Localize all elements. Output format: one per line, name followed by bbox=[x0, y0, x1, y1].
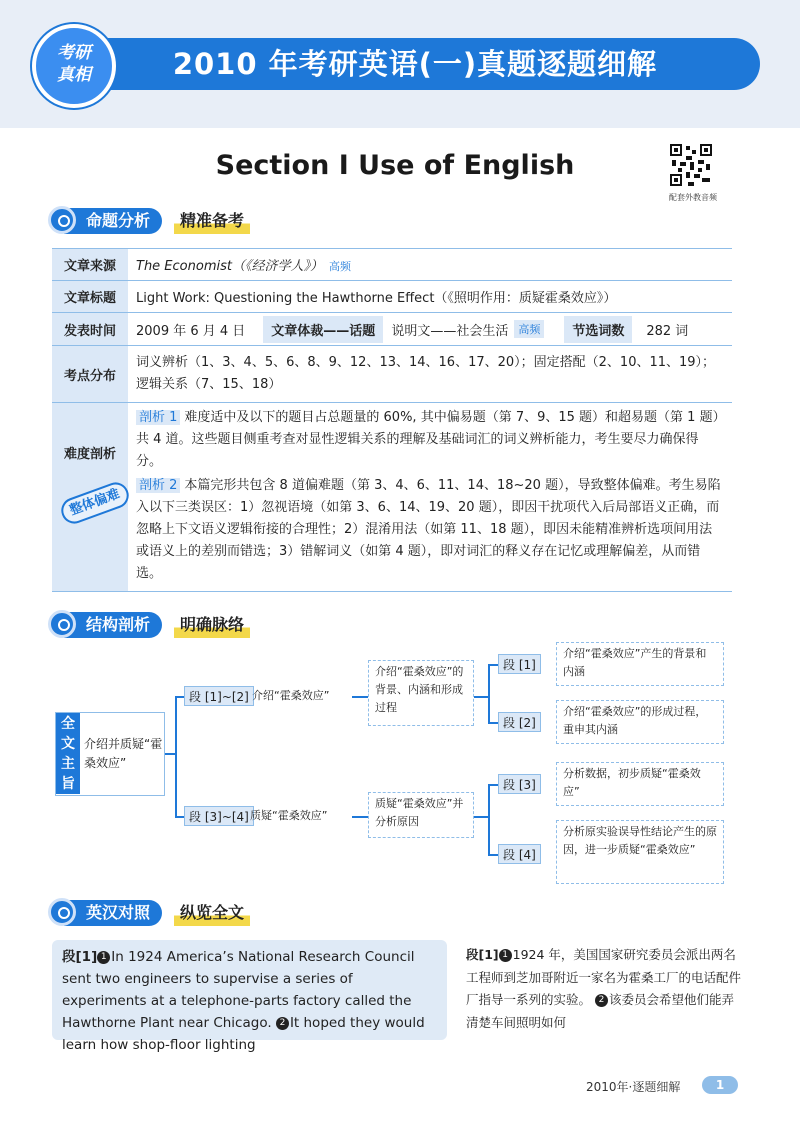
english-sentence-1: In 1924 America’s National Research Council sent two engineers to supervise a series of experiments at a telephone-parts factory called the Hawthorne Plant near Chicago. bbox=[62, 949, 415, 1031]
table-row bbox=[52, 313, 732, 346]
para-3-desc: 分析数据，初步质疑“霍桑效应” bbox=[556, 762, 724, 806]
source-tag: 高频 bbox=[328, 260, 351, 273]
section-sublabel: 明确脉络 bbox=[174, 612, 250, 638]
table-row bbox=[52, 403, 732, 592]
genre-tag: 高频 bbox=[514, 320, 544, 338]
para-3-label: 段 [3] bbox=[498, 774, 541, 794]
source-cell bbox=[128, 249, 732, 281]
section-label: 命题分析 bbox=[64, 208, 162, 234]
part-1-desc: 介绍“霍桑效应”的背景、内涵和形成过程 bbox=[368, 660, 474, 726]
part-1-text: 介绍“霍桑效应” bbox=[252, 689, 330, 702]
difficulty-cell bbox=[128, 403, 732, 592]
connector bbox=[352, 696, 368, 698]
analysis-1 bbox=[136, 407, 724, 473]
para-1-label: 段 [1] bbox=[498, 654, 541, 674]
logo-line-1: 考研 bbox=[57, 43, 91, 63]
logo-text bbox=[36, 42, 112, 86]
points-line-1: 词义辨析（1、3、4、5、6、8、9、12、13、14、16、17、20）；固定搭配（2、10、11、19）； bbox=[136, 355, 716, 370]
para-marker: 段[1] bbox=[466, 947, 499, 962]
qr-code-icon[interactable] bbox=[668, 142, 714, 188]
page-number: 1 bbox=[702, 1076, 738, 1094]
section-heading-analysis bbox=[48, 206, 268, 236]
search-icon bbox=[48, 610, 76, 638]
english-sentence-2: It hoped they would learn how shop-floor lighting bbox=[62, 1015, 425, 1053]
points-line-2: 逻辑关系（7、15、18） bbox=[136, 377, 282, 392]
connector bbox=[175, 696, 177, 816]
section-heading-structure bbox=[48, 610, 268, 640]
difficulty-label: 难度剖析 bbox=[52, 403, 128, 592]
difficulty-stamp: 整体偏难 bbox=[58, 479, 133, 527]
connector bbox=[165, 753, 175, 755]
para-1-desc: 介绍“霍桑效应”产生的背景和内涵 bbox=[556, 642, 724, 686]
qr-caption: 配套外教音频 bbox=[669, 193, 717, 202]
title-label: 文章标题 bbox=[52, 281, 128, 313]
connector bbox=[488, 854, 498, 856]
table-row bbox=[52, 281, 732, 313]
sentence-number: 1 bbox=[97, 951, 110, 964]
connector bbox=[488, 722, 498, 724]
analysis-2 bbox=[136, 475, 724, 585]
date-label: 发表时间 bbox=[52, 313, 128, 346]
connector bbox=[488, 784, 490, 854]
structure-diagram bbox=[0, 640, 800, 890]
analysis-2-text: 本篇完形共包含 8 道偏难题（第 3、4、6、11、14、18~20 题），导致整体偏难。考生易陷入以下三类误区：1）忽视语境（如第 3、6、14、19、20 题），即因干扰项代入后局部语义正确，而忽略上下文语义逻辑衔接的合理性；2）混淆用法（如第 11、18 题），即因未能精准辨析选项间用法或语义上的差别而错选；3）错解词义（如第 4 题），即对词汇的释义存在记忆或理解偏差，从而错选。 bbox=[136, 478, 721, 581]
section-sublabel: 纵览全文 bbox=[174, 900, 250, 926]
sentence-number: 1 bbox=[499, 949, 512, 962]
part-2-text: 质疑“霍桑效应” bbox=[250, 809, 328, 822]
connector bbox=[488, 664, 490, 722]
section-label: 结构剖析 bbox=[64, 612, 162, 638]
chinese-sentence-2: 该委员会希望他们能弄清楚车间照明如何 bbox=[466, 992, 735, 1030]
part-1-label: 段 [1]~[2] bbox=[184, 686, 254, 706]
points-cell bbox=[128, 346, 732, 403]
english-text-box bbox=[52, 940, 447, 1053]
section-title: Section Ⅰ Use of English bbox=[215, 150, 575, 181]
source-value: The Economist（《经济学人》） bbox=[136, 259, 323, 274]
page-title: 2010 年考研英语(一)真题逐题细解 bbox=[172, 47, 658, 81]
main-idea-text: 介绍并质疑“霍桑效应” bbox=[84, 737, 163, 770]
chinese-paragraph bbox=[466, 944, 746, 1034]
para-marker: 段[1] bbox=[62, 949, 98, 965]
sentence-number: 2 bbox=[276, 1017, 289, 1030]
logo-badge bbox=[32, 24, 116, 108]
table-row bbox=[52, 346, 732, 403]
part-2-label: 段 [3]~[4] bbox=[184, 806, 254, 826]
points-label: 考点分布 bbox=[52, 346, 128, 403]
main-idea-side: 全文主旨 bbox=[56, 713, 80, 794]
footer-text: 2010年·逐题细解 bbox=[586, 1080, 681, 1094]
para-2-desc: 介绍“霍桑效应”的形成过程，重申其内涵 bbox=[556, 700, 724, 744]
para-2-label: 段 [2] bbox=[498, 712, 541, 732]
source-label: 文章来源 bbox=[52, 249, 128, 281]
english-paragraph bbox=[62, 946, 437, 1056]
connector bbox=[352, 816, 368, 818]
count-label: 节选词数 bbox=[564, 316, 632, 343]
connector bbox=[474, 816, 488, 818]
title-value: Light Work: Questioning the Hawthorne Effect（《照明作用：质疑霍桑效应》） bbox=[128, 281, 732, 313]
date-value: 2009 年 6 月 4 日 bbox=[136, 323, 246, 339]
connector bbox=[474, 696, 488, 698]
connector bbox=[488, 664, 498, 666]
genre-label: 文章体裁——话题 bbox=[263, 316, 383, 343]
count-value: 282 词 bbox=[646, 323, 689, 339]
meta-row bbox=[128, 313, 732, 346]
analysis-1-tag: 剖析 1 bbox=[136, 410, 180, 425]
section-heading-bilingual bbox=[48, 898, 268, 928]
search-icon bbox=[48, 898, 76, 926]
chinese-sentence-1: 1924 年，美国国家研究委员会派出两名工程师到芝加哥附近一家名为霍桑工厂的电话配件厂指导一系列的实验。 bbox=[466, 947, 742, 1007]
main-idea-box bbox=[55, 712, 165, 796]
analysis-2-tag: 剖析 2 bbox=[136, 478, 180, 493]
connector bbox=[488, 784, 498, 786]
sentence-number: 2 bbox=[595, 994, 608, 1007]
analysis-1-text: 难度适中及以下的题目占总题量的 60%, 其中偏易题（第 7、9、15 题）和超易题（第 1 题）共 4 道。这些题目侧重考查对显性逻辑关系的理解及基础词汇的词义辨析能力，考生要尽力确保得分。 bbox=[136, 410, 720, 469]
header-bar bbox=[70, 38, 760, 90]
info-table bbox=[52, 248, 732, 592]
para-4-desc: 分析原实验误导性结论产生的原因，进一步质疑“霍桑效应” bbox=[556, 820, 724, 884]
section-sublabel: 精准备考 bbox=[174, 208, 250, 234]
part-2-desc: 质疑“霍桑效应”并分析原因 bbox=[368, 792, 474, 838]
table-row bbox=[52, 249, 732, 281]
genre-value: 说明文——社会生活 bbox=[391, 323, 509, 339]
search-icon bbox=[48, 206, 76, 234]
section-label: 英汉对照 bbox=[64, 900, 162, 926]
para-4-label: 段 [4] bbox=[498, 844, 541, 864]
logo-line-2: 真相 bbox=[57, 65, 91, 85]
